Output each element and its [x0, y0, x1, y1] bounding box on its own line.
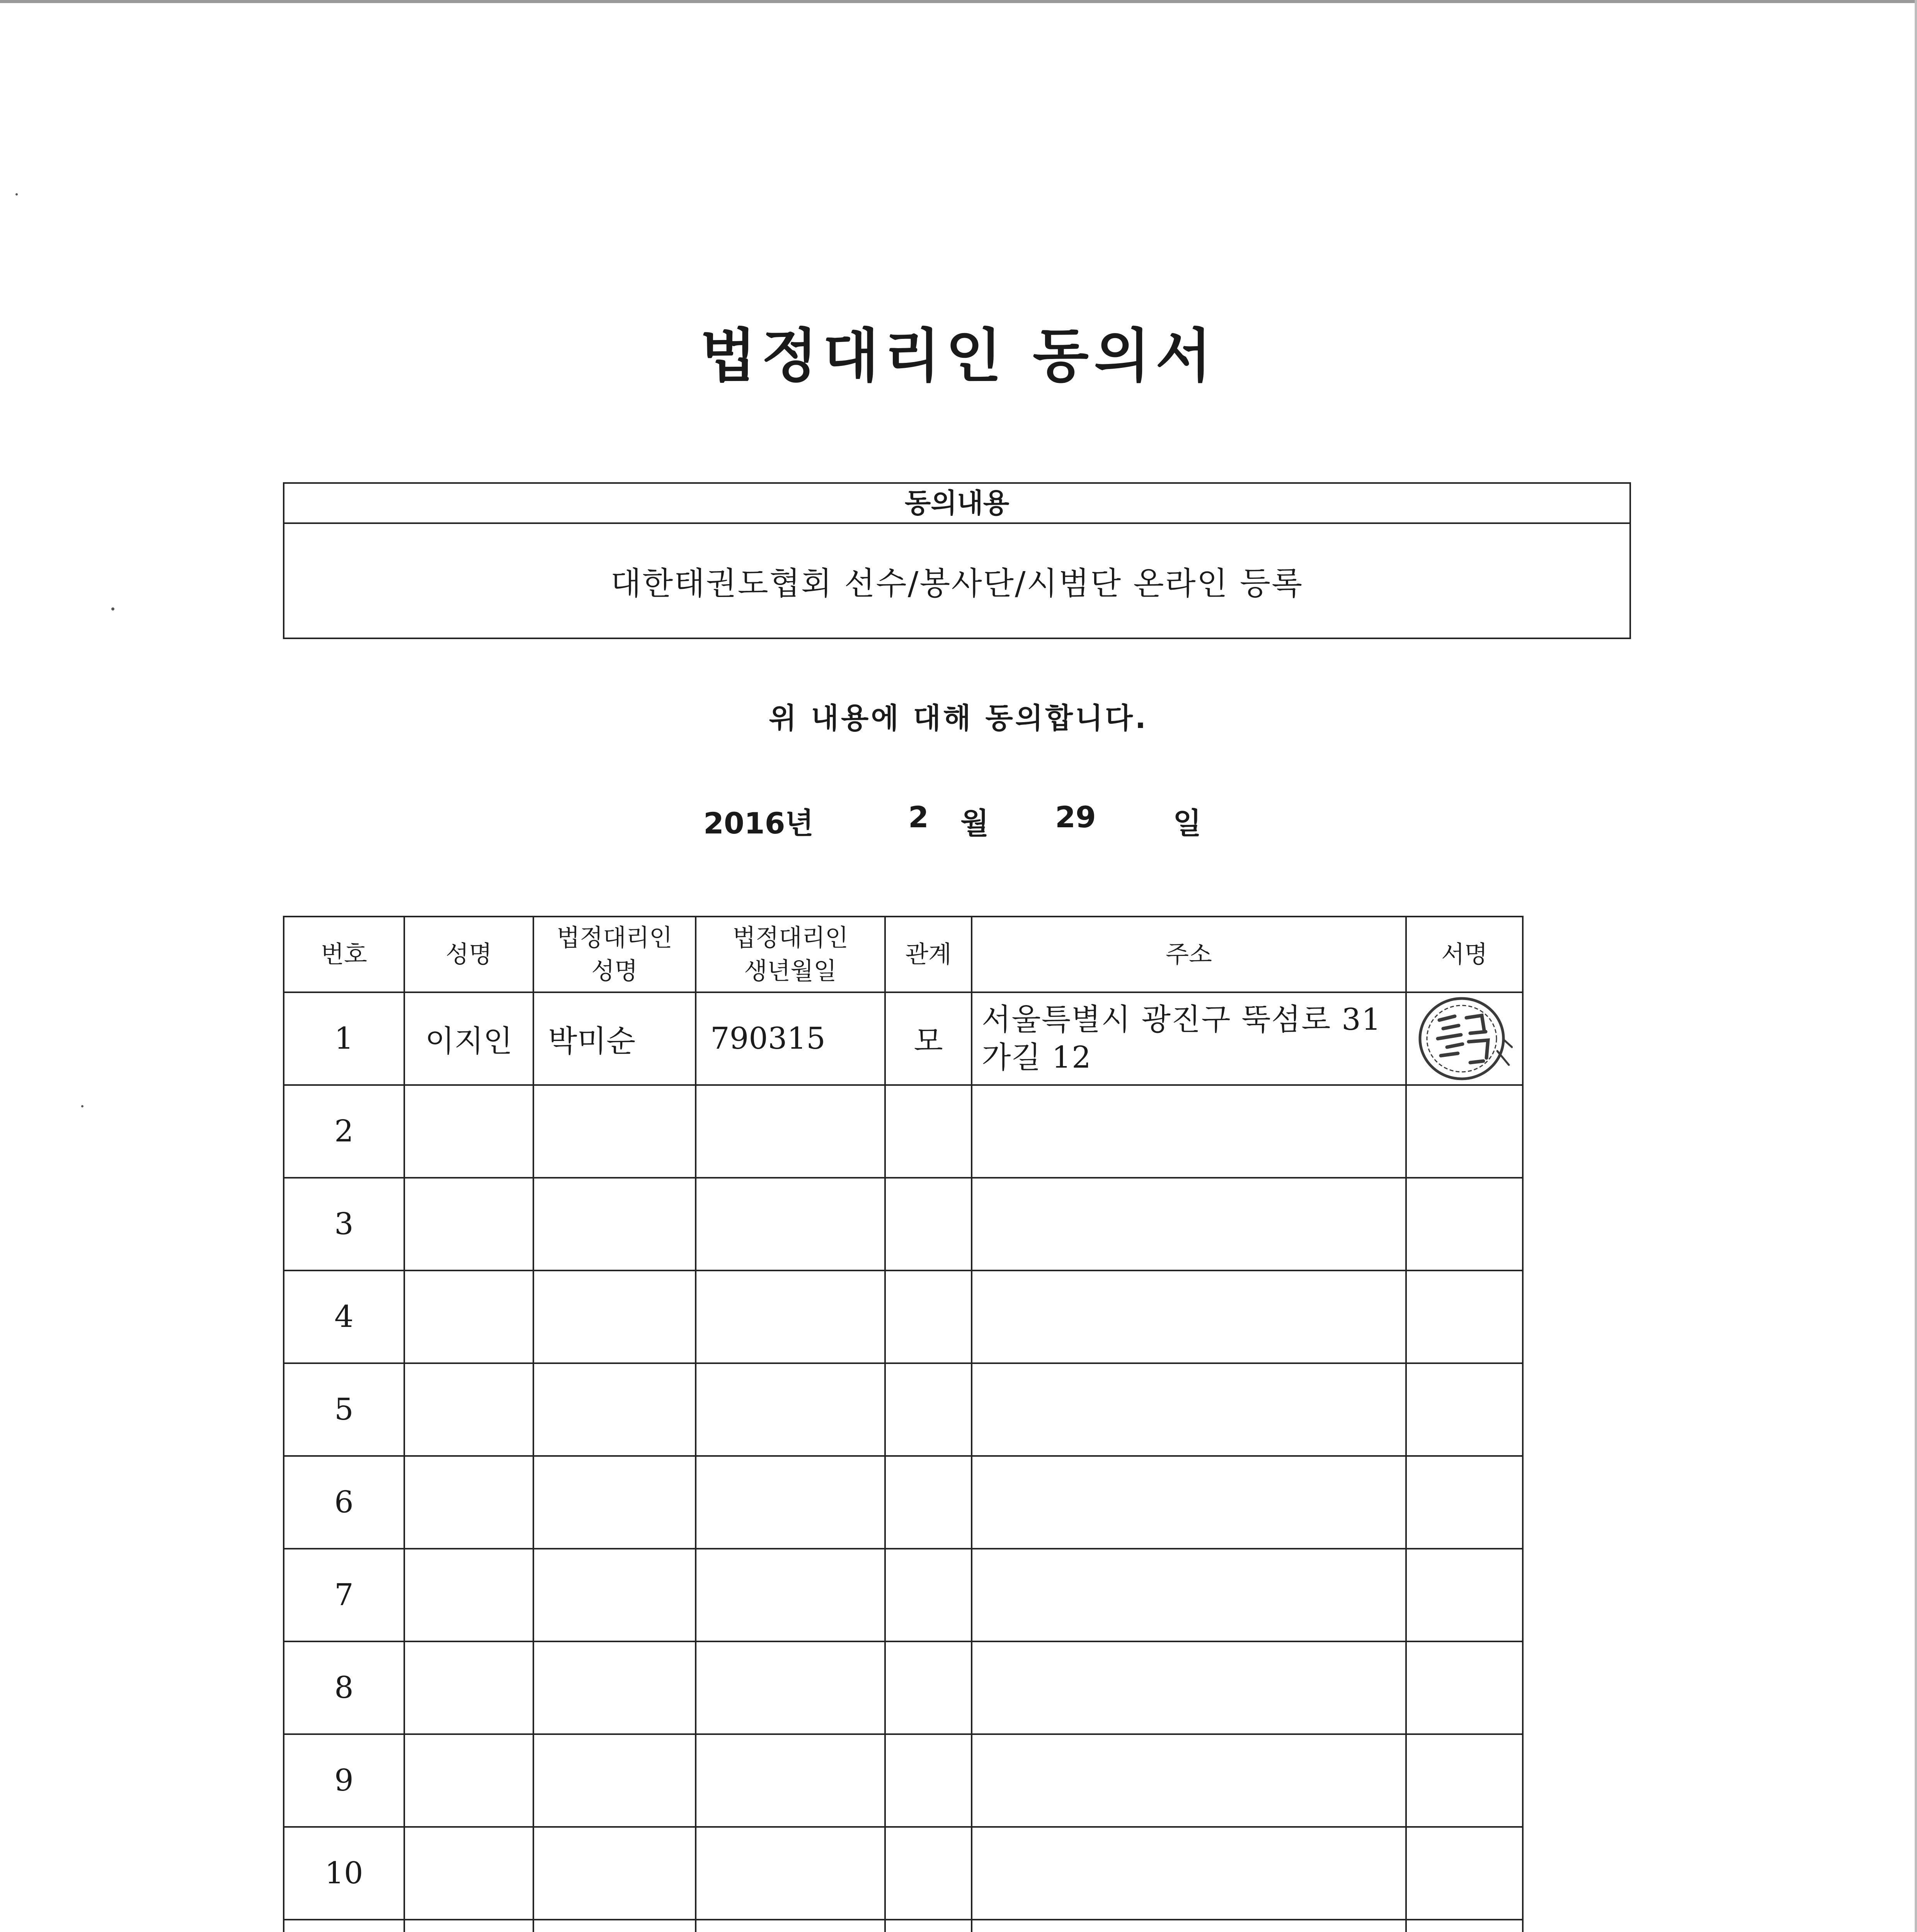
date-year: 2016년 [703, 806, 814, 840]
cell-relation [885, 1641, 972, 1734]
cell-no: 8 [284, 1641, 404, 1734]
cell-signature [1406, 992, 1523, 1085]
table-header-row [284, 917, 1523, 992]
cell-relation [885, 1456, 972, 1549]
cell-signature [1406, 1549, 1523, 1641]
cell-guardian-name [533, 1734, 696, 1827]
table-row [284, 1827, 1523, 1920]
cell-no: 6 [284, 1456, 404, 1549]
cell-no: 2 [284, 1085, 404, 1178]
cell-guardian-birth [696, 1178, 885, 1270]
cell-address [972, 1734, 1406, 1827]
seal-stamp-icon [1412, 993, 1513, 1086]
consent-box [283, 482, 1631, 639]
cell-guardian-birth [696, 1641, 885, 1734]
cell-signature [1406, 1641, 1523, 1734]
cell-signature [1406, 1920, 1523, 1932]
cell-name [404, 1641, 533, 1734]
header-address: 주소 [972, 917, 1406, 992]
cell-guardian-birth [696, 1920, 885, 1932]
cell-guardian-birth [696, 1270, 885, 1363]
cell-address [972, 1549, 1406, 1641]
cell-address [972, 1085, 1406, 1178]
cell-signature [1406, 1827, 1523, 1920]
cell-address [972, 1827, 1406, 1920]
cell-guardian-name [533, 1456, 696, 1549]
cell-signature [1406, 1270, 1523, 1363]
date-month-unit: 월 [960, 806, 989, 840]
cell-guardian-name [533, 1178, 696, 1270]
agreement-statement: 위 내용에 대해 동의합니다. [769, 702, 1148, 735]
cell-no: 7 [284, 1549, 404, 1641]
cell-signature [1406, 1456, 1523, 1549]
table-row [284, 1920, 1523, 1932]
cell-name [404, 1920, 533, 1932]
header-name: 성명 [404, 917, 533, 992]
scan-speck [81, 1105, 83, 1107]
cell-signature [1406, 1178, 1523, 1270]
cell-name [404, 1085, 533, 1178]
cell-guardian-birth [696, 1549, 885, 1641]
cell-relation [885, 1734, 972, 1827]
cell-no: 9 [284, 1734, 404, 1827]
cell-name [404, 1178, 533, 1270]
cell-relation [885, 1920, 972, 1932]
cell-address: 서울특별시 광진구 뚝섬로 31가길 12 [972, 992, 1406, 1085]
cell-relation [885, 1827, 972, 1920]
header-guardian-name: 법정대리인 성명 [533, 917, 696, 992]
cell-guardian-name [533, 1641, 696, 1734]
cell-address [972, 1456, 1406, 1549]
date-day-unit: 일 [1173, 806, 1202, 840]
table-row [284, 1734, 1523, 1827]
cell-guardian-name [533, 1085, 696, 1178]
cell-no: 3 [284, 1178, 404, 1270]
cell-guardian-name [533, 1827, 696, 1920]
scan-speck [15, 193, 18, 196]
cell-name: 이지인 [404, 992, 533, 1085]
cell-relation [885, 1363, 972, 1456]
cell-guardian-birth [696, 1827, 885, 1920]
cell-guardian-name [533, 1270, 696, 1363]
cell-address [972, 1363, 1406, 1456]
cell-no: 1 [284, 992, 404, 1085]
cell-address [972, 1178, 1406, 1270]
cell-guardian-birth [696, 1734, 885, 1827]
table-row [284, 1270, 1523, 1363]
cell-guardian-name [533, 1920, 696, 1932]
cell-name [404, 1827, 533, 1920]
table-row [284, 1641, 1523, 1734]
date-month-value: 2 [908, 800, 929, 834]
cell-no: 5 [284, 1363, 404, 1456]
cell-guardian-birth [696, 1085, 885, 1178]
cell-guardian-name: 박미순 [533, 992, 696, 1085]
header-signature: 서명 [1406, 917, 1523, 992]
scan-edge-right [1915, 0, 1917, 1932]
cell-signature [1406, 1734, 1523, 1827]
cell-guardian-birth: 790315 [696, 992, 885, 1085]
cell-guardian-birth [696, 1456, 885, 1549]
table-row [284, 1549, 1523, 1641]
header-relation: 관계 [885, 917, 972, 992]
cell-name [404, 1270, 533, 1363]
cell-address [972, 1641, 1406, 1734]
cell-signature [1406, 1085, 1523, 1178]
table-row [284, 1363, 1523, 1456]
table-row [284, 1178, 1523, 1270]
table-row [284, 992, 1523, 1085]
cell-no: 4 [284, 1270, 404, 1363]
guardian-registry-table [283, 916, 1524, 1932]
cell-relation [885, 1178, 972, 1270]
cell-name [404, 1456, 533, 1549]
cell-relation [885, 1270, 972, 1363]
consent-box-content: 대한태권도협회 선수/봉사단/시범단 온라인 등록 [610, 565, 1304, 602]
cell-relation [885, 1085, 972, 1178]
consent-box-header: 동의내용 [284, 484, 1629, 524]
scan-edge-top [0, 0, 1917, 3]
table-row [284, 1085, 1523, 1178]
cell-relation [885, 1549, 972, 1641]
cell-guardian-name [533, 1363, 696, 1456]
date-day-value: 29 [1055, 800, 1096, 834]
cell-signature [1406, 1363, 1523, 1456]
cell-no: 10 [284, 1827, 404, 1920]
cell-name [404, 1549, 533, 1641]
cell-relation: 모 [885, 992, 972, 1085]
cell-name [404, 1363, 533, 1456]
header-guardian-birth: 법정대리인 생년월일 [696, 917, 885, 992]
header-no: 번호 [284, 917, 404, 992]
cell-address [972, 1270, 1406, 1363]
table-row [284, 1456, 1523, 1549]
scan-speck [111, 607, 114, 611]
cell-no [284, 1920, 404, 1932]
document-title: 법정대리인 동의서 [700, 323, 1217, 390]
cell-name [404, 1734, 533, 1827]
cell-guardian-birth [696, 1363, 885, 1456]
cell-guardian-name [533, 1549, 696, 1641]
cell-address [972, 1920, 1406, 1932]
